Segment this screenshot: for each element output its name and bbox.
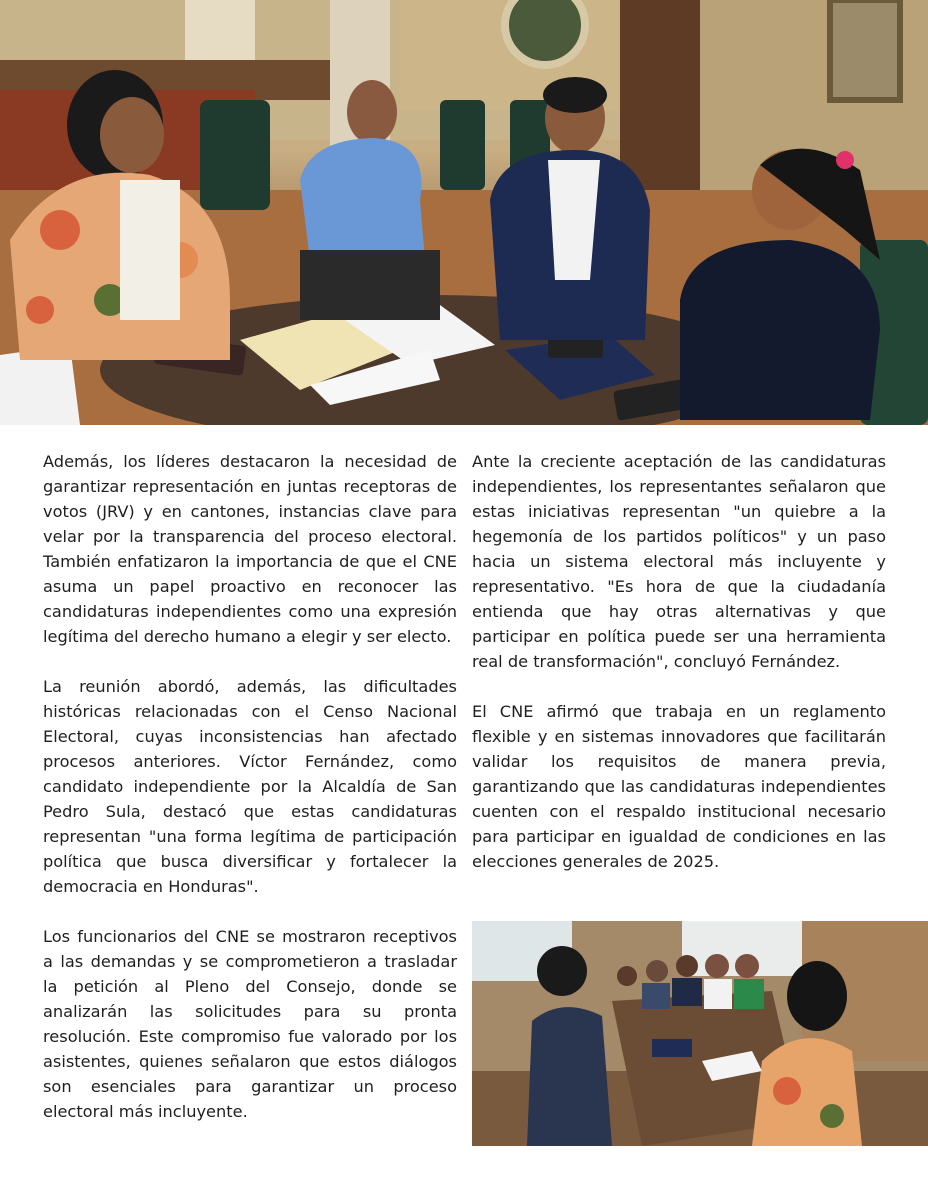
meeting-photo-icon: [0, 0, 928, 425]
bottom-meeting-photo: [472, 921, 928, 1146]
right-text-column: [472, 449, 886, 899]
meeting-table-photo-icon: [472, 921, 928, 1146]
top-meeting-photo: [0, 0, 928, 425]
left-paragraph-1: Además, los líderes destacaron la necesidad de garantizar representación en juntas receptoras de votos (JRV) y en cantones, instancias clave para velar por la transparencia del proceso electoral. También enfatizaron la importancia de que el CNE asuma un papel proactivo en reconocer las candidaturas independientes como una expresión legítima del derecho humano a elegir y ser electo.: [43, 452, 457, 646]
left-text-column: [43, 449, 457, 1149]
right-paragraph-1: Ante la creciente aceptación de las candidaturas independientes, los representantes señalaron que estas iniciativas representan "un quiebre a la hegemonía de los partidos políticos" y un paso hacia un sistema electoral más incluyente y representativo. "Es hora de que la ciudadanía entienda que hay otras alternativas y que participar en política puede ser una herramienta real de transformación", concluyó Fernández.: [472, 452, 886, 671]
left-paragraph-2: La reunión abordó, además, las dificultades históricas relacionadas con el Censo Nacional Electoral, cuyas inconsistencias han afectado procesos anteriores. Víctor Fernández, como candidato independiente por la Alcaldía de San Pedro Sula, destacó que estas candidaturas representan "una forma legítima de participación política que busca diversificar y fortalecer la democracia en Honduras".: [43, 677, 457, 896]
left-paragraph-3: Los funcionarios del CNE se mostraron receptivos a las demandas y se comprometieron a trasladar la petición al Pleno del Consejo, donde se analizarán las solicitudes para su pronta resolución. Este compromiso fue valorado por los asistentes, quienes señalaron que estos diálogos son esenciales para garantizar un proceso electoral más incluyente.: [43, 927, 457, 1121]
right-paragraph-2: El CNE afirmó que trabaja en un reglamento flexible y en sistemas innovadores que facilitarán validar los requisitos de manera previa, garantizando que las candidaturas independientes cuenten con el respaldo institucional necesario para participar en igualdad de condiciones en las elecciones generales de 2025.: [472, 702, 886, 871]
